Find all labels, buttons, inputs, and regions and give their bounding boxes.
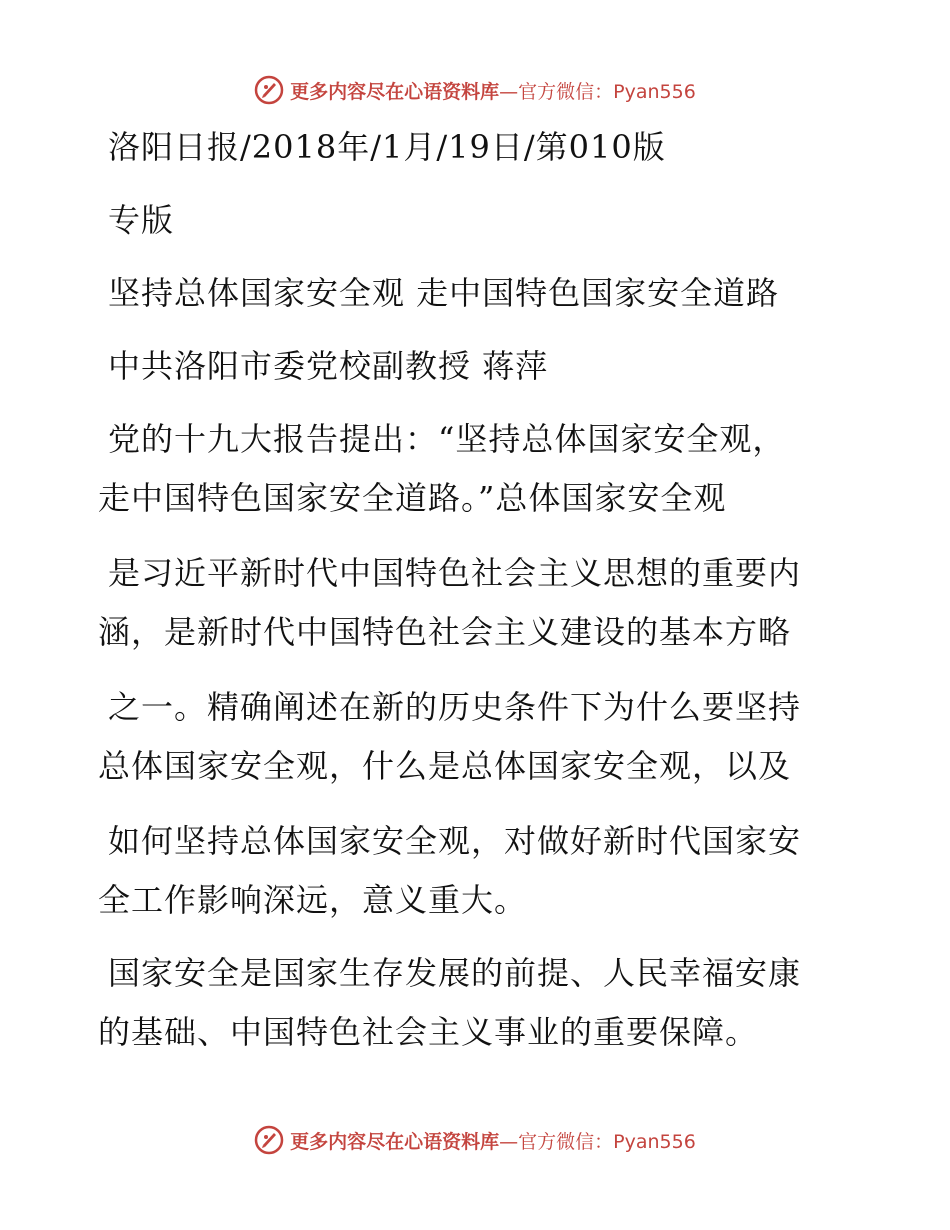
seal-logo-icon [254,1125,284,1155]
watermark-contact-text: 官方微信：Pyan556 [518,1130,696,1153]
source-line: 洛阳日报/2018年/1月/19日/第010版 [108,128,666,166]
watermark-brand-text: 更多内容尽在心语资料库 [290,1130,500,1153]
body-line: 总体国家安全观，什么是总体国家安全观，以及 [98,747,792,785]
body-line: 涵，是新时代中国特色社会主义建设的基本方略 [98,613,792,651]
body-line: 国家安全是国家生存发展的前提、人民幸福安康 [108,954,802,992]
body-line: 如何坚持总体国家安全观，对做好新时代国家安 [108,822,802,860]
body-line: 走中国特色国家安全道路。”总体国家安全观 [98,479,727,517]
body-line: 党的十九大报告提出：“坚持总体国家安全观， [108,420,786,458]
body-line: 之一。精确阐述在新的历史条件下为什么要坚持 [108,688,802,726]
seal-logo-icon [254,75,284,105]
article-author: 中共洛阳市委党校副教授 蒋萍 [108,347,549,385]
watermark-banner-top [0,70,950,110]
body-line: 全工作影响深远，意义重大。 [98,881,528,919]
body-line: 的基础、中国特色社会主义事业的重要保障。 [98,1013,759,1051]
section-label: 专版 [108,201,175,239]
watermark-separator: — [499,1130,519,1153]
watermark-contact-text: 官方微信：Pyan556 [518,80,696,103]
watermark-banner-bottom [0,1120,950,1160]
watermark-brand-text: 更多内容尽在心语资料库 [290,80,500,103]
watermark-separator: — [499,80,519,103]
article-title: 坚持总体国家安全观 走中国特色国家安全道路 [108,274,780,312]
body-line: 是习近平新时代中国特色社会主义思想的重要内 [108,554,802,592]
